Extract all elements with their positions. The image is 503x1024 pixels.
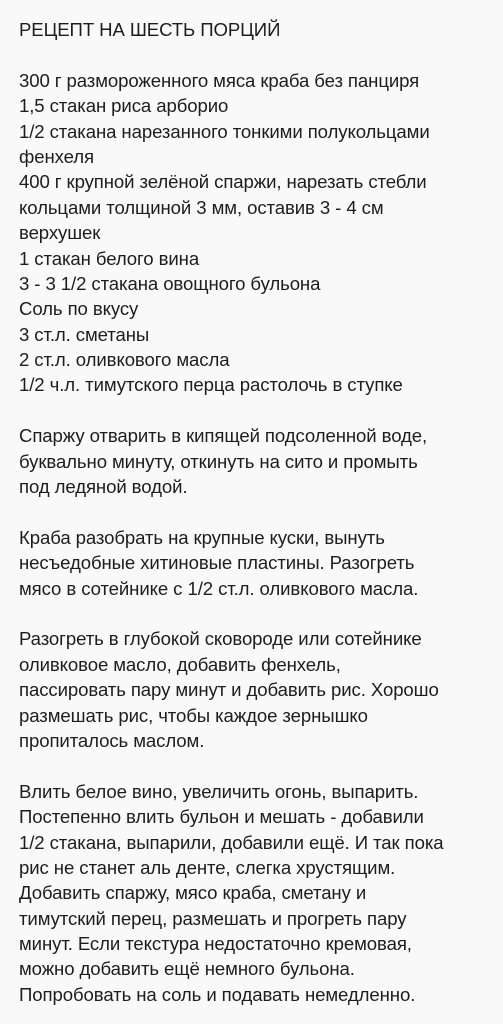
ingredient-line: Соль по вкусу: [19, 298, 139, 320]
step-line: можно добавить ещё немного бульона.: [19, 958, 355, 980]
step-line: пропиталось маслом.: [19, 729, 205, 751]
ingredient-line: кольцами толщиной 3 мм, оставив 3 - 4 см: [19, 196, 384, 218]
ingredients-list: [19, 68, 503, 398]
ingredient-line: верхушек: [19, 222, 101, 244]
step-line: оливковое масло, добавить фенхель,: [19, 653, 341, 675]
step-line: под ледяной водой.: [19, 476, 188, 498]
step-paragraph-4: [19, 779, 503, 1008]
step-paragraph-2: [19, 525, 503, 601]
spacer: [19, 398, 503, 423]
step-line: тимутский перец, размешать и прогреть пару: [19, 907, 407, 929]
step-line: минут. Если текстура недостаточно кремовая,: [19, 933, 412, 955]
ingredient-line: 400 г крупной зелёной спаржи, нарезать стебли: [19, 171, 427, 193]
step-line: рис не станет аль денте, слегка хрустящим.: [19, 856, 396, 878]
step-line: размешать рис, чтобы каждое зернышко: [19, 704, 368, 726]
ingredient-line: 3 ст.л. сметаны: [19, 323, 150, 345]
ingredient-line: 1/2 ч.л. тимутского перца растолочь в ступке: [19, 374, 403, 396]
spacer: [19, 753, 503, 778]
step-paragraph-1: [19, 423, 503, 499]
ingredient-line: фенхеля: [19, 145, 94, 167]
ingredient-line: 2 ст.л. оливкового масла: [19, 349, 230, 371]
step-line: пассировать пару минут и добавить рис. Хорошо: [19, 679, 439, 701]
step-line: Краба разобрать на крупные куски, вынуть: [19, 526, 385, 548]
ingredient-line: 1 стакан белого вина: [19, 247, 200, 269]
step-line: мясо в сотейнике с 1/2 ст.л. оливкового масла.: [19, 577, 419, 599]
ingredient-line: 3 - 3 1/2 стакана овощного бульона: [19, 272, 321, 294]
step-line: Добавить спаржу, мясо краба, сметану и: [19, 882, 367, 904]
step-line: Попробовать на соль и подавать немедленно.: [19, 983, 416, 1005]
step-line: Постепенно влить бульон и мешать - добавили: [19, 806, 424, 828]
step-paragraph-3: [19, 626, 503, 753]
ingredient-line: 300 г размороженного мяса краба без панциря: [19, 69, 420, 91]
ingredient-line: 1,5 стакан риса арборио: [19, 95, 229, 117]
recipe-title: РЕЦЕПТ НА ШЕСТЬ ПОРЦИЙ: [19, 19, 281, 40]
step-line: несъедобные хитиновые пластины. Разогреть: [19, 552, 415, 574]
step-line: Разогреть в глубокой сковороде или сотейнике: [19, 628, 422, 650]
step-line: 1/2 стакана, выпарили, добавили ещё. И так пока: [19, 831, 444, 853]
spacer: [19, 42, 503, 67]
spacer: [19, 601, 503, 626]
step-line: буквально минуту, откинуть на сито и промыть: [19, 450, 418, 472]
ingredient-line: 1/2 стакана нарезанного тонкими полукольцами: [19, 120, 430, 142]
step-line: Влить белое вино, увеличить огонь, выпарить.: [19, 780, 419, 802]
spacer: [19, 499, 503, 524]
step-line: Спаржу отварить в кипящей подсоленной воде,: [19, 425, 428, 447]
